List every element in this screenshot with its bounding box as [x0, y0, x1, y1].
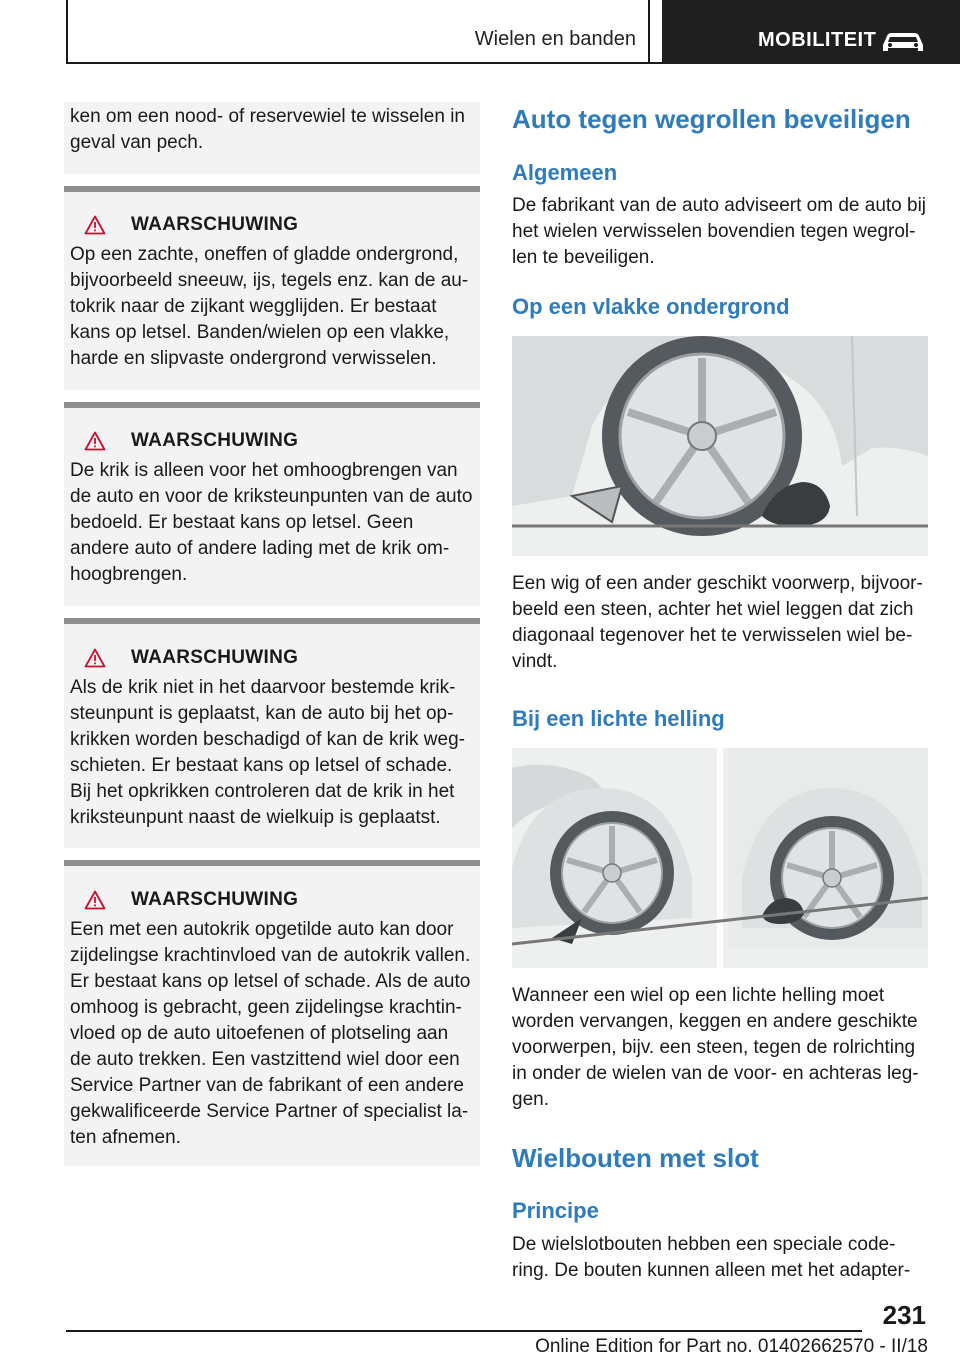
header-rule-bottom: [66, 62, 662, 64]
header-rule-divider: [648, 0, 650, 64]
warning-text: Als de krik niet in het daarvoor bestemde krik‐steunpunt is geplaatst, kan de auto bij het op‐krikken worden beschadigd of kan de krik weg‐schieten. Er bestaat kans op letsel of schade. Bij het opkrikken controleren dat de krik in het kriksteunpunt naast de wielkuip is geplaatst.: [70, 677, 465, 828]
intro-box: [64, 102, 480, 174]
header-rule-left: [66, 0, 68, 64]
section-title: Wielen en banden: [474, 28, 636, 50]
heading-flat-ground: Op een vlakke ondergrond: [512, 294, 790, 319]
warning-box-2: [64, 402, 480, 606]
car-icon: [880, 30, 926, 54]
warning-triangle-icon: [84, 215, 106, 235]
general-text: De fabrikant van de auto adviseert om de auto bij het wielen verwisselen bovendien tegen wegrol‐len te beveiligen.: [512, 195, 927, 268]
warning-heading: [84, 887, 298, 913]
warning-title: WAARSCHUWING: [131, 647, 299, 668]
principle-text: De wielslotbouten hebben een speciale code‐ring. De bouten kunnen alleen met het adapter‐: [512, 1234, 911, 1281]
warning-triangle-icon: [84, 648, 106, 668]
warning-bar: [64, 186, 480, 192]
warning-title: WAARSCHUWING: [131, 214, 299, 235]
warning-text: De krik is alleen voor het omhoogbrengen van de auto en voor de kriksteunpunten van de auto bedoeld. Er bestaat kans op letsel. Geen andere auto of andere lading met de krik om‐hoogbrengen.: [70, 460, 473, 585]
warning-bar: [64, 860, 480, 866]
warning-bar: [64, 618, 480, 624]
warning-box-3: [64, 618, 480, 848]
chapter-tab-label: MOBILITEIT: [758, 29, 877, 51]
warning-title: WAARSCHUWING: [131, 430, 299, 451]
warning-text: Op een zachte, oneffen of gladde ondergrond, bijvoorbeeld sneeuw, ijs, tegels enz. kan de au‐tokrik naar de zijkant wegglijden. Er bestaat kans op letsel. Banden/wielen op een vlakke, harde en slipvaste ondergrond verwisselen.: [70, 244, 469, 369]
flat-ground-text: Een wig of een ander geschikt voorwerp, bijvoor‐beeld een steen, achter het wiel leggen dat zich diagonaal tegenover het te verwisselen wiel be‐vindt.: [512, 573, 923, 672]
heading-wheel-locks: Wielbouten met slot: [512, 1143, 759, 1173]
main-heading: Auto tegen wegrollen beveiligen: [512, 104, 911, 134]
warning-bar: [64, 402, 480, 408]
intro-text: ken om een nood- of reservewiel te wisselen in geval van pech.: [70, 106, 465, 153]
warning-heading: [84, 645, 298, 671]
slope-text: Wanneer een wiel op een lichte helling moet worden vervangen, keggen en andere geschikte voorwerpen, bijv. een steen, tegen de rolrichting in onder de wielen van de voor- en achteras leg‐gen.: [512, 985, 919, 1110]
slope-illustration: [512, 748, 928, 968]
page-number: 231: [882, 1300, 926, 1330]
warning-triangle-icon: [84, 890, 106, 910]
heading-slope: Bij een lichte helling: [512, 706, 725, 731]
footer-rule: [66, 1330, 862, 1332]
warning-box-1: [64, 186, 480, 390]
warning-triangle-icon: [84, 431, 106, 451]
heading-general: Algemeen: [512, 160, 618, 185]
warning-title: WAARSCHUWING: [131, 889, 299, 910]
warning-heading: [84, 428, 298, 454]
heading-principle: Principe: [512, 1198, 599, 1223]
edition-note: Online Edition for Part no. 01402662570 - II/18: [535, 1336, 928, 1357]
warning-box-4: [64, 860, 480, 1166]
warning-text: Een met een autokrik opgetilde auto kan door zijdelingse krachtinvloed van de autokrik vallen. Er bestaat kans op letsel of schade. Als de auto omhoog is gebracht, geen zijdelingse krachtin‐vloed op de auto uitoefenen of plotseling aan de auto trekken. Een vastzittend wiel door een Service Partner van de fabrikant of een andere gekwalificeerde Service Partner of specialist la‐ten afnemen.: [70, 919, 471, 1148]
warning-heading: [84, 212, 298, 238]
flat-ground-illustration: [512, 336, 928, 556]
